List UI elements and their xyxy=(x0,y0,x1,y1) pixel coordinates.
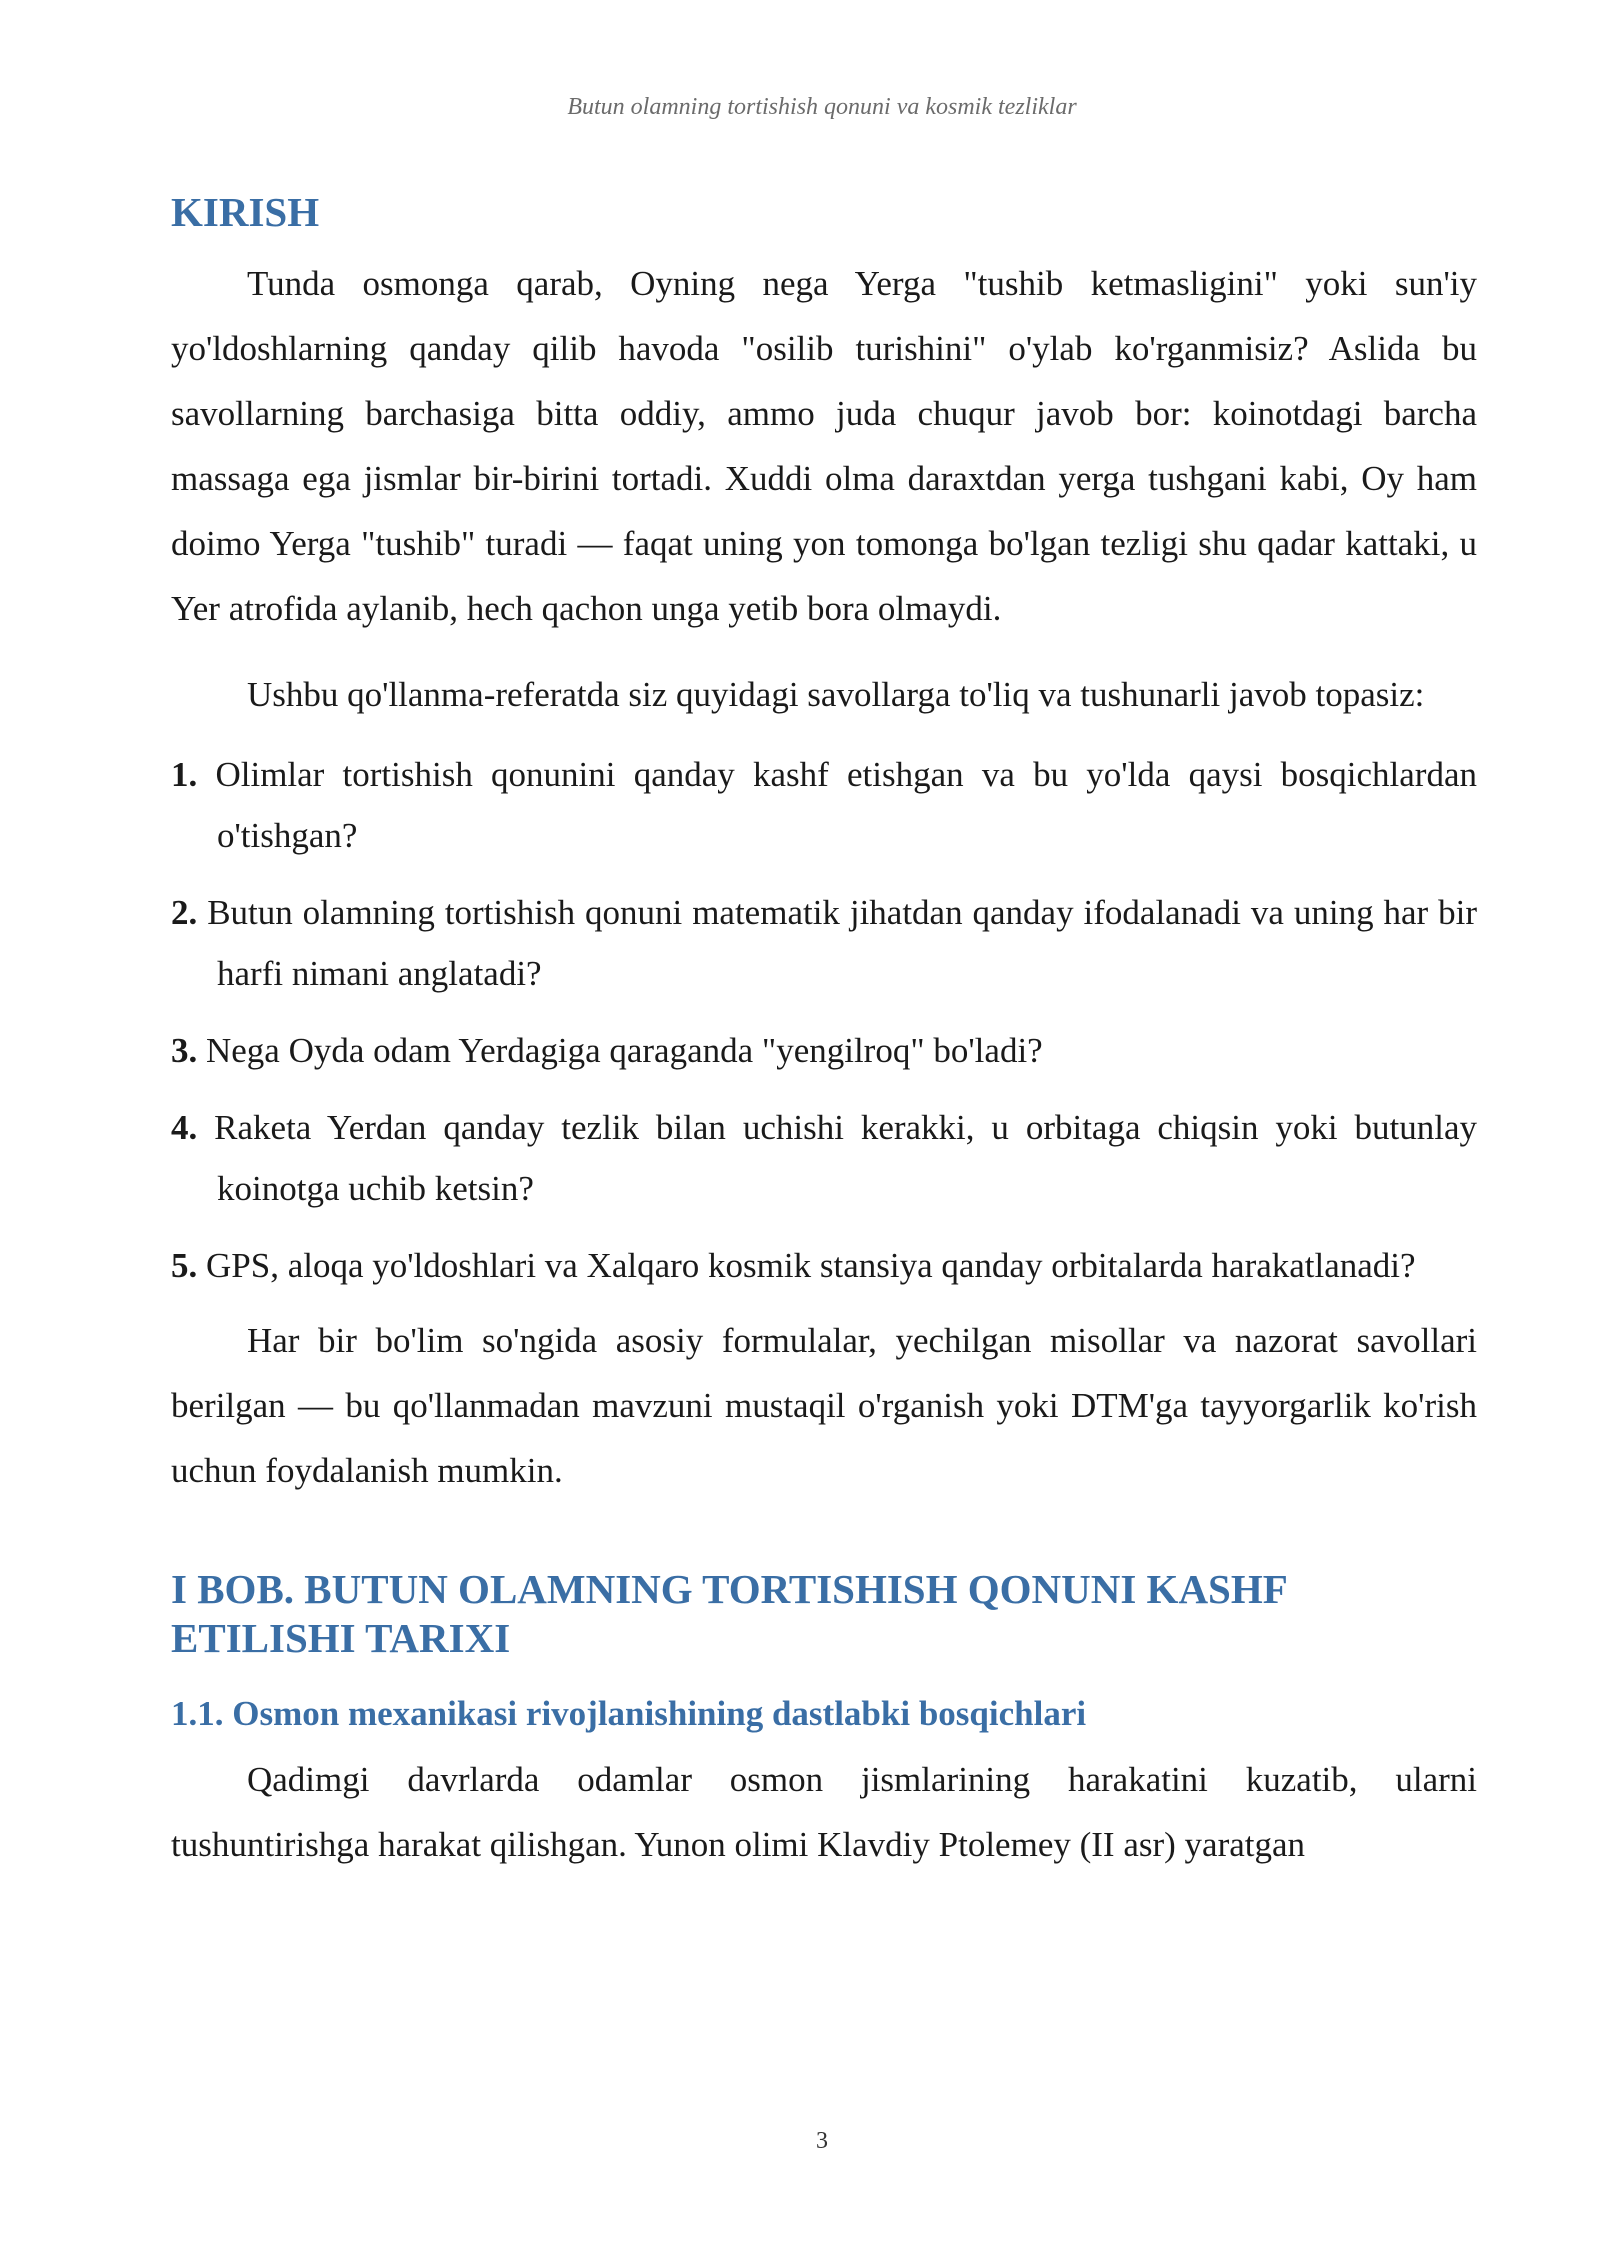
list-item-number: 5. xyxy=(171,1246,198,1286)
section-paragraph: Qadimgi davrlarda odamlar osmon jismlarining harakatini kuzatib, ularni tushuntirishga harakat qilishgan. Yunon olimi Klavdiy Ptolemey (II asr) yaratgan xyxy=(171,1760,1477,1865)
intro-paragraph-2: Ushbu qo'llanma-referatda siz quyidagi savollarga to'liq va tushunarli javob topasiz: xyxy=(247,675,1425,715)
list-item-text: Raketa Yerdan qanday tezlik bilan uchishi kerakki, u orbitaga chiqsin yoki butunlay koinotga uchib ketsin? xyxy=(214,1108,1478,1209)
running-header: Butun olamning tortishish qonuni va kosmik tezliklar xyxy=(567,94,1077,120)
page-content xyxy=(171,188,1477,1877)
intro-heading: KIRISH xyxy=(171,189,320,235)
page-number: 3 xyxy=(816,2128,828,2154)
questions-list xyxy=(171,744,1477,1296)
list-item xyxy=(171,1020,1477,1081)
list-item-number: 3. xyxy=(171,1031,198,1071)
list-item-number: 4. xyxy=(171,1108,198,1148)
section-heading: 1.1. Osmon mexanikasi rivojlanishining dastlabki bosqichlari xyxy=(171,1694,1087,1734)
list-item-number: 2. xyxy=(171,893,198,933)
list-item-text: GPS, aloqa yo'ldoshlari va Xalqaro kosmik stansiya qanday orbitalarda harakatlanadi? xyxy=(206,1246,1416,1286)
chapter-heading: I BOB. BUTUN OLAMNING TORTISHISH QONUNI KASHF ETILISHI TARIXI xyxy=(171,1566,1287,1662)
list-item-text: Nega Oyda odam Yerdagiga qaraganda "yengilroq" bo'ladi? xyxy=(206,1031,1043,1071)
list-item xyxy=(171,882,1477,1004)
list-item xyxy=(171,1097,1477,1219)
intro-paragraph-1: Tunda osmonga qarab, Oyning nega Yerga "tushib ketmasligini" yoki sun'iy yo'ldoshlarning qanday qilib havoda "osilib turishini" o'ylab ko'rganmisiz? Aslida bu savollarning barchasiga bitta oddiy, ammo juda chuqur javob bor: koinotdagi barcha massaga ega jismlar bir-birini tortadi. Xuddi olma daraxtdan yerga tushgani kabi, Oy ham doimo Yerga "tushib" turadi — faqat uning yon tomonga bo'lgan tezligi shu qadar kattaki, u Yer atrofida aylanib, hech qachon unga yetib bora olmaydi. xyxy=(171,264,1477,629)
intro-closing-paragraph: Har bir bo'lim so'ngida asosiy formulalar, yechilgan misollar va nazorat savollari berilgan — bu qo'llanmadan mavzuni mustaqil o'rganish yoki DTM'ga tayyorgarlik ko'rish uchun foydalanish mumkin. xyxy=(171,1321,1477,1491)
list-item-text: Butun olamning tortishish qonuni matematik jihatdan qanday ifodalanadi va uning har bir harfi nimani anglatadi? xyxy=(207,893,1478,994)
list-item-number: 1. xyxy=(171,755,198,795)
list-item-text: Olimlar tortishish qonunini qanday kashf etishgan va bu yo'lda qaysi bosqichlardan o'tishgan? xyxy=(215,755,1477,856)
list-item xyxy=(171,1235,1477,1296)
list-item xyxy=(171,744,1477,866)
